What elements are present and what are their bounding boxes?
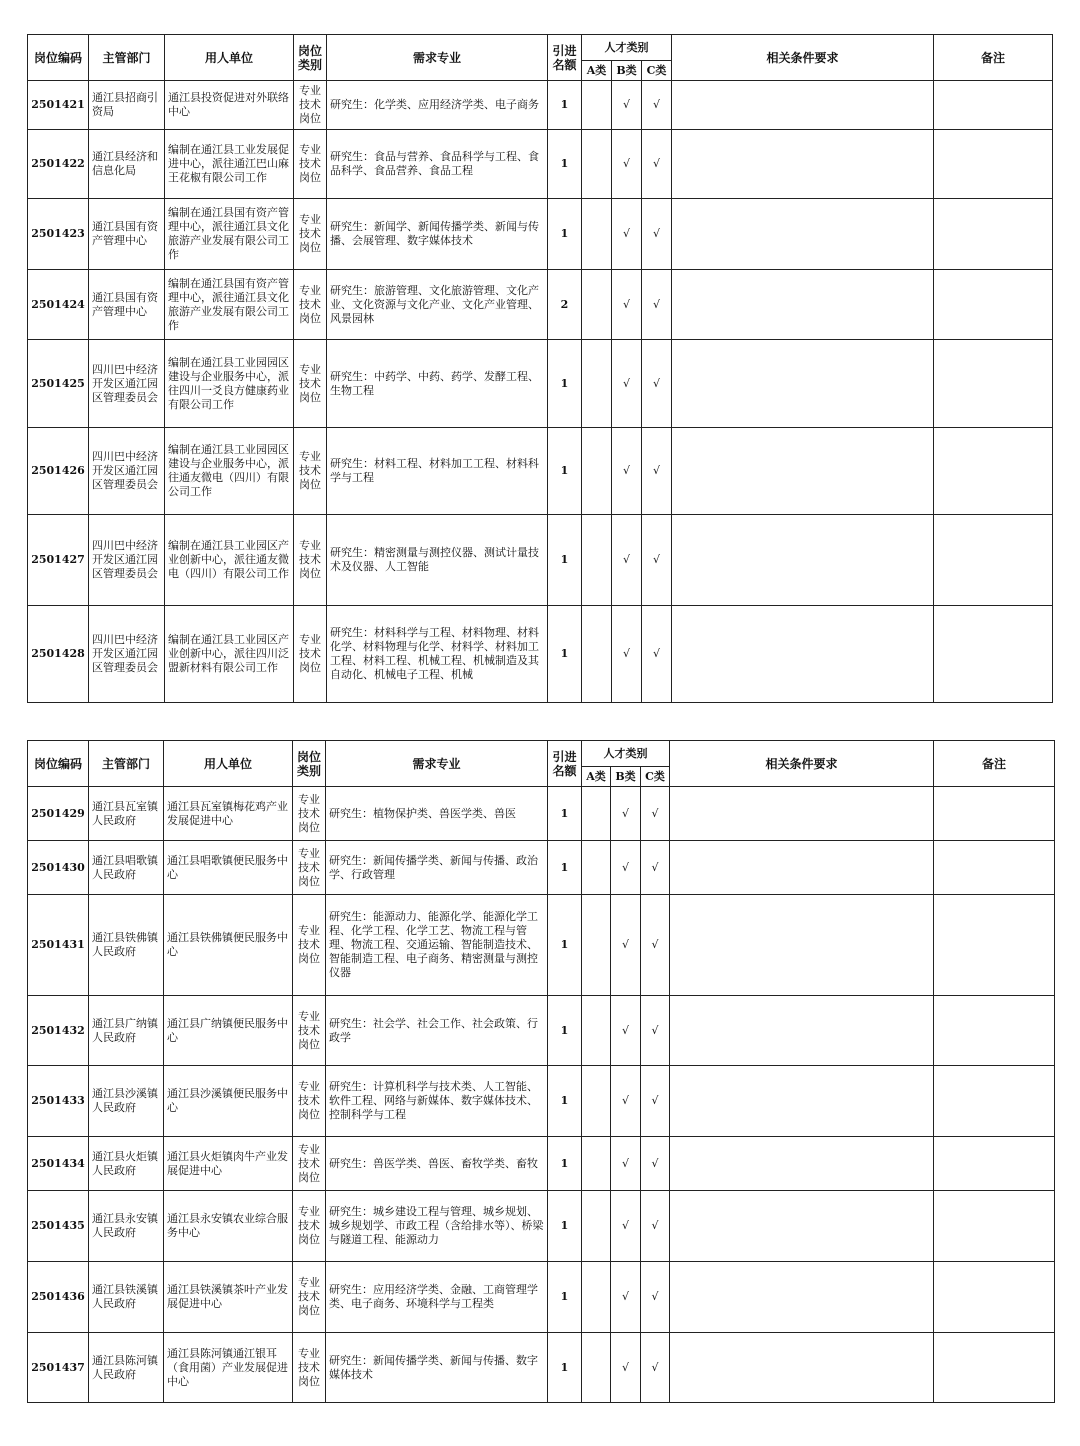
b-cell: √ <box>611 1262 641 1333</box>
c-cell: √ <box>641 996 670 1066</box>
dept-cell: 通江县唱歌镇人民政府 <box>89 841 164 895</box>
dept-cell: 通江县铁佛镇人民政府 <box>89 895 164 996</box>
code-cell: 2501422 <box>28 130 89 199</box>
note-cell <box>934 787 1055 841</box>
a-cell <box>582 1137 611 1191</box>
c-cell: √ <box>641 895 670 996</box>
code-cell: 2501424 <box>28 270 89 340</box>
c-cell: √ <box>642 428 672 515</box>
note-cell <box>934 270 1053 340</box>
c-cell: √ <box>641 841 670 895</box>
unit-cell: 通江县永安镇农业综合服务中心 <box>164 1191 293 1262</box>
b-cell: √ <box>611 1333 641 1403</box>
note-cell <box>934 1137 1055 1191</box>
header-b: B类 <box>611 767 641 787</box>
conditions-cell <box>672 130 934 199</box>
unit-cell: 编制在通江县工业园园区建设与企业服务中心，派往通友微电（四川）有限公司工作 <box>165 428 294 515</box>
major-cell: 研究生：兽医学类、兽医、畜牧学类、畜牧 <box>326 1137 548 1191</box>
a-cell <box>582 606 612 703</box>
unit-cell: 通江县铁溪镇茶叶产业发展促进中心 <box>164 1262 293 1333</box>
header-major: 需求专业 <box>326 741 548 787</box>
major-cell: 研究生：计算机科学与技术类、人工智能、软件工程、网络与新媒体、数字媒体技术、控制科学与工程 <box>326 1066 548 1137</box>
b-cell: √ <box>612 199 642 270</box>
a-cell <box>582 895 611 996</box>
table-row <box>28 1262 1055 1333</box>
table-row <box>28 515 1053 606</box>
type-cell: 专业技术岗位 <box>294 270 327 340</box>
header-note: 备注 <box>934 35 1053 81</box>
code-cell: 2501427 <box>28 515 89 606</box>
header-count: 引进名额 <box>548 741 582 787</box>
header-dept: 主管部门 <box>89 35 165 81</box>
dept-cell: 通江县国有资产管理中心 <box>89 270 165 340</box>
dept-cell: 通江县国有资产管理中心 <box>89 199 165 270</box>
c-cell: √ <box>642 199 672 270</box>
note-cell <box>934 1262 1055 1333</box>
a-cell <box>582 340 612 428</box>
major-cell: 研究生：应用经济学类、金融、工商管理学类、电子商务、环境科学与工程类 <box>326 1262 548 1333</box>
b-cell: √ <box>612 81 642 130</box>
code-cell: 2501425 <box>28 340 89 428</box>
b-cell: √ <box>611 1066 641 1137</box>
unit-cell: 通江县沙溪镇便民服务中心 <box>164 1066 293 1137</box>
type-cell: 专业技术岗位 <box>293 1066 326 1137</box>
count-cell: 1 <box>548 1191 582 1262</box>
conditions-cell <box>672 340 934 428</box>
header-b: B类 <box>612 61 642 81</box>
unit-cell: 通江县火炬镇肉牛产业发展促进中心 <box>164 1137 293 1191</box>
conditions-cell <box>670 1137 934 1191</box>
b-cell: √ <box>611 1137 641 1191</box>
type-cell: 专业技术岗位 <box>293 1333 326 1403</box>
major-cell: 研究生：化学类、应用经济学类、电子商务 <box>327 81 548 130</box>
b-cell: √ <box>612 606 642 703</box>
header-unit: 用人单位 <box>164 741 293 787</box>
note-cell <box>934 895 1055 996</box>
header-unit: 用人单位 <box>165 35 294 81</box>
c-cell: √ <box>641 787 670 841</box>
header-c: C类 <box>641 767 670 787</box>
type-cell: 专业技术岗位 <box>293 1191 326 1262</box>
unit-cell: 编制在通江县工业园区产业创新中心，派往通友微电（四川）有限公司工作 <box>165 515 294 606</box>
table-row <box>28 340 1053 428</box>
type-cell: 专业技术岗位 <box>293 787 326 841</box>
b-cell: √ <box>612 428 642 515</box>
note-cell <box>934 199 1053 270</box>
note-cell <box>934 515 1053 606</box>
count-cell: 1 <box>548 841 582 895</box>
b-cell: √ <box>611 787 641 841</box>
a-cell <box>582 1333 611 1403</box>
major-cell: 研究生：新闻学、新闻传播学类、新闻与传播、会展管理、数字媒体技术 <box>327 199 548 270</box>
code-cell: 2501423 <box>28 199 89 270</box>
header-type: 岗位类别 <box>293 741 326 787</box>
count-cell: 1 <box>548 81 582 130</box>
c-cell: √ <box>641 1333 670 1403</box>
c-cell: √ <box>641 1191 670 1262</box>
conditions-cell <box>672 606 934 703</box>
code-cell: 2501432 <box>28 996 89 1066</box>
header-c: C类 <box>642 61 672 81</box>
conditions-cell <box>670 787 934 841</box>
c-cell: √ <box>641 1262 670 1333</box>
note-cell <box>934 340 1053 428</box>
a-cell <box>582 1191 611 1262</box>
major-cell: 研究生：能源动力、能源化学、能源化学工程、化学工程、化学工艺、物流工程与管理、物流工程、交通运输、智能制造技术、智能制造工程、电子商务、精密测量与测控仪器 <box>326 895 548 996</box>
table-row <box>28 81 1053 130</box>
type-cell: 专业技术岗位 <box>294 81 327 130</box>
dept-cell: 通江县经济和信息化局 <box>89 130 165 199</box>
note-cell <box>934 996 1055 1066</box>
unit-cell: 编制在通江县工业发展促进中心，派往通江巴山麻王花椒有限公司工作 <box>165 130 294 199</box>
conditions-cell <box>670 841 934 895</box>
c-cell: √ <box>642 81 672 130</box>
header-dept: 主管部门 <box>89 741 164 787</box>
header-a: A类 <box>582 61 612 81</box>
header-note: 备注 <box>934 741 1055 787</box>
dept-cell: 四川巴中经济开发区通江园区管理委员会 <box>89 428 165 515</box>
c-cell: √ <box>642 270 672 340</box>
table-row <box>28 199 1053 270</box>
dept-cell: 四川巴中经济开发区通江园区管理委员会 <box>89 340 165 428</box>
count-cell: 1 <box>548 1137 582 1191</box>
table-row <box>28 841 1055 895</box>
major-cell: 研究生：精密测量与测控仪器、测试计量技术及仪器、人工智能 <box>327 515 548 606</box>
a-cell <box>582 1066 611 1137</box>
dept-cell: 四川巴中经济开发区通江园区管理委员会 <box>89 606 165 703</box>
b-cell: √ <box>611 1191 641 1262</box>
b-cell: √ <box>611 841 641 895</box>
conditions-cell <box>672 515 934 606</box>
major-cell: 研究生：中药学、中药、药学、发酵工程、生物工程 <box>327 340 548 428</box>
table-row <box>28 1137 1055 1191</box>
conditions-cell <box>672 199 934 270</box>
table-row <box>28 606 1053 703</box>
conditions-cell <box>670 996 934 1066</box>
count-cell: 2 <box>548 270 582 340</box>
table-1-body <box>28 81 1053 703</box>
header-talent: 人才类别 <box>582 35 672 61</box>
table-row <box>28 787 1055 841</box>
c-cell: √ <box>642 515 672 606</box>
a-cell <box>582 787 611 841</box>
code-cell: 2501428 <box>28 606 89 703</box>
c-cell: √ <box>642 130 672 199</box>
type-cell: 专业技术岗位 <box>294 130 327 199</box>
major-cell: 研究生：新闻传播学类、新闻与传播、政治学、行政管理 <box>326 841 548 895</box>
count-cell: 1 <box>548 1262 582 1333</box>
a-cell <box>582 199 612 270</box>
type-cell: 专业技术岗位 <box>294 606 327 703</box>
unit-cell: 通江县陈河镇通江银耳（食用菌）产业发展促进中心 <box>164 1333 293 1403</box>
major-cell: 研究生：城乡建设工程与管理、城乡规划、城乡规划学、市政工程（含给排水等）、桥梁与隧道工程、能源动力 <box>326 1191 548 1262</box>
b-cell: √ <box>612 340 642 428</box>
count-cell: 1 <box>548 515 582 606</box>
b-cell: √ <box>611 895 641 996</box>
conditions-cell <box>670 1333 934 1403</box>
type-cell: 专业技术岗位 <box>294 428 327 515</box>
table-row <box>28 1066 1055 1137</box>
recruitment-table-2 <box>27 740 1055 1403</box>
b-cell: √ <box>612 130 642 199</box>
dept-cell: 通江县招商引资局 <box>89 81 165 130</box>
unit-cell: 编制在通江县国有资产管理中心，派往通江县文化旅游产业发展有限公司工作 <box>165 199 294 270</box>
header-major: 需求专业 <box>327 35 548 81</box>
dept-cell: 四川巴中经济开发区通江园区管理委员会 <box>89 515 165 606</box>
table-2-body <box>28 787 1055 1403</box>
c-cell: √ <box>642 340 672 428</box>
unit-cell: 通江县铁佛镇便民服务中心 <box>164 895 293 996</box>
header-conditions: 相关条件要求 <box>670 741 934 787</box>
code-cell: 2501421 <box>28 81 89 130</box>
conditions-cell <box>670 1066 934 1137</box>
a-cell <box>582 515 612 606</box>
b-cell: √ <box>612 270 642 340</box>
a-cell <box>582 81 612 130</box>
conditions-cell <box>672 81 934 130</box>
a-cell <box>582 270 612 340</box>
a-cell <box>582 841 611 895</box>
code-cell: 2501430 <box>28 841 89 895</box>
header-count: 引进名额 <box>548 35 582 81</box>
dept-cell: 通江县瓦室镇人民政府 <box>89 787 164 841</box>
header-code: 岗位编码 <box>28 741 89 787</box>
conditions-cell <box>670 1191 934 1262</box>
b-cell: √ <box>612 515 642 606</box>
a-cell <box>582 428 612 515</box>
code-cell: 2501435 <box>28 1191 89 1262</box>
header-code: 岗位编码 <box>28 35 89 81</box>
conditions-cell <box>670 1262 934 1333</box>
count-cell: 1 <box>548 428 582 515</box>
unit-cell: 编制在通江县工业园区产业创新中心，派往四川泛盟新材料有限公司工作 <box>165 606 294 703</box>
dept-cell: 通江县广纳镇人民政府 <box>89 996 164 1066</box>
type-cell: 专业技术岗位 <box>294 515 327 606</box>
count-cell: 1 <box>548 895 582 996</box>
note-cell <box>934 606 1053 703</box>
type-cell: 专业技术岗位 <box>293 895 326 996</box>
dept-cell: 通江县永安镇人民政府 <box>89 1191 164 1262</box>
b-cell: √ <box>611 996 641 1066</box>
type-cell: 专业技术岗位 <box>293 1262 326 1333</box>
count-cell: 1 <box>548 787 582 841</box>
note-cell <box>934 81 1053 130</box>
note-cell <box>934 1191 1055 1262</box>
note-cell <box>934 1066 1055 1137</box>
dept-cell: 通江县陈河镇人民政府 <box>89 1333 164 1403</box>
unit-cell: 通江县唱歌镇便民服务中心 <box>164 841 293 895</box>
note-cell <box>934 428 1053 515</box>
major-cell: 研究生：材料工程、材料加工工程、材料科学与工程 <box>327 428 548 515</box>
count-cell: 1 <box>548 996 582 1066</box>
code-cell: 2501426 <box>28 428 89 515</box>
header-conditions: 相关条件要求 <box>672 35 934 81</box>
major-cell: 研究生：食品与营养、食品科学与工程、食品科学、食品营养、食品工程 <box>327 130 548 199</box>
code-cell: 2501436 <box>28 1262 89 1333</box>
count-cell: 1 <box>548 606 582 703</box>
type-cell: 专业技术岗位 <box>294 199 327 270</box>
conditions-cell <box>672 428 934 515</box>
c-cell: √ <box>641 1137 670 1191</box>
count-cell: 1 <box>548 199 582 270</box>
type-cell: 专业技术岗位 <box>294 340 327 428</box>
c-cell: √ <box>642 606 672 703</box>
unit-cell: 编制在通江县工业园园区建设与企业服务中心，派往四川一爻良方健康药业有限公司工作 <box>165 340 294 428</box>
table-row <box>28 130 1053 199</box>
note-cell <box>934 130 1053 199</box>
dept-cell: 通江县火炬镇人民政府 <box>89 1137 164 1191</box>
count-cell: 1 <box>548 130 582 199</box>
table-row <box>28 428 1053 515</box>
major-cell: 研究生：材料科学与工程、材料物理、材料化学、材料物理与化学、材料学、材料加工工程、材料工程、机械工程、机械制造及其自动化、机械电子工程、机械 <box>327 606 548 703</box>
code-cell: 2501434 <box>28 1137 89 1191</box>
type-cell: 专业技术岗位 <box>293 996 326 1066</box>
dept-cell: 通江县铁溪镇人民政府 <box>89 1262 164 1333</box>
note-cell <box>934 841 1055 895</box>
table-row <box>28 1333 1055 1403</box>
header-type: 岗位类别 <box>294 35 327 81</box>
count-cell: 1 <box>548 340 582 428</box>
a-cell <box>582 996 611 1066</box>
header-a: A类 <box>582 767 611 787</box>
count-cell: 1 <box>548 1066 582 1137</box>
code-cell: 2501429 <box>28 787 89 841</box>
note-cell <box>934 1333 1055 1403</box>
major-cell: 研究生：植物保护类、兽医学类、兽医 <box>326 787 548 841</box>
unit-cell: 编制在通江县国有资产管理中心，派往通江县文化旅游产业发展有限公司工作 <box>165 270 294 340</box>
c-cell: √ <box>641 1066 670 1137</box>
major-cell: 研究生：新闻传播学类、新闻与传播、数字媒体技术 <box>326 1333 548 1403</box>
code-cell: 2501433 <box>28 1066 89 1137</box>
major-cell: 研究生：旅游管理、文化旅游管理、文化产业、文化资源与文化产业、文化产业管理、风景园林 <box>327 270 548 340</box>
code-cell: 2501437 <box>28 1333 89 1403</box>
recruitment-table-1 <box>27 34 1053 703</box>
header-talent: 人才类别 <box>582 741 670 767</box>
type-cell: 专业技术岗位 <box>293 1137 326 1191</box>
type-cell: 专业技术岗位 <box>293 841 326 895</box>
code-cell: 2501431 <box>28 895 89 996</box>
conditions-cell <box>670 895 934 996</box>
unit-cell: 通江县瓦室镇梅花鸡产业发展促进中心 <box>164 787 293 841</box>
table-row <box>28 895 1055 996</box>
unit-cell: 通江县投资促进对外联络中心 <box>165 81 294 130</box>
a-cell <box>582 1262 611 1333</box>
conditions-cell <box>672 270 934 340</box>
unit-cell: 通江县广纳镇便民服务中心 <box>164 996 293 1066</box>
count-cell: 1 <box>548 1333 582 1403</box>
table-row <box>28 1191 1055 1262</box>
dept-cell: 通江县沙溪镇人民政府 <box>89 1066 164 1137</box>
table-row <box>28 270 1053 340</box>
table-row <box>28 996 1055 1066</box>
major-cell: 研究生：社会学、社会工作、社会政策、行政学 <box>326 996 548 1066</box>
a-cell <box>582 130 612 199</box>
